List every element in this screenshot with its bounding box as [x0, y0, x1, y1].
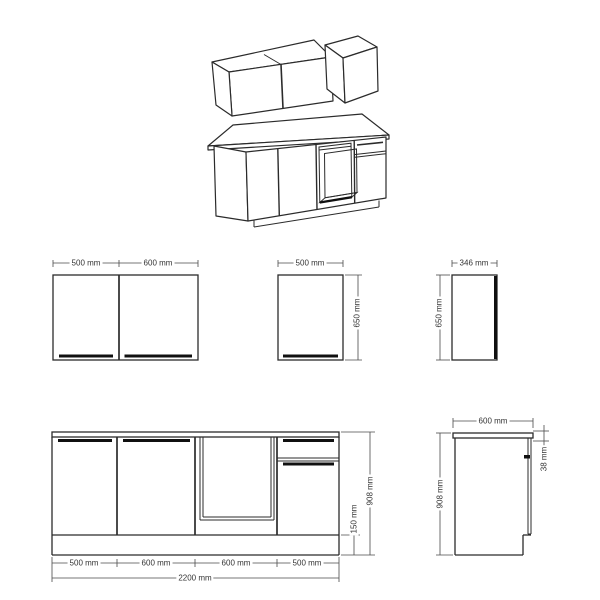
dim-label-base-height: 908 mm [365, 476, 375, 506]
dim-label-base-plinth-height: 150 mm [349, 504, 359, 534]
dim-label-wall-side-depth: 346 mm [459, 258, 489, 268]
dim-label-wall-single-height: 650 mm [352, 298, 362, 328]
dim-label-base-total-width: 2200 mm [178, 573, 212, 583]
iso-base-unit [208, 114, 389, 227]
dim-label-base-section2: 600 mm [141, 558, 171, 568]
dim-label-base-section3: 600 mm [221, 558, 251, 568]
dim-label-base-section4: 500 mm [292, 558, 322, 568]
dim-label-base-side-height: 908 mm [435, 479, 445, 509]
side-view-base-unit [436, 418, 549, 555]
dim-label-wall-double-door1: 500 mm [71, 258, 101, 268]
dim-label-wall-double-door2: 600 mm [143, 258, 173, 268]
dim-label-base-side-worktop: 38 mm [539, 446, 549, 472]
elevation-wall-single [278, 260, 362, 360]
iso-wall-cabinet-double [212, 40, 333, 116]
dim-label-wall-single-width: 500 mm [295, 258, 325, 268]
dim-label-wall-side-height: 650 mm [434, 298, 444, 328]
dim-label-base-side-depth: 600 mm [478, 416, 508, 426]
side-view-wall-cabinet [436, 260, 497, 360]
iso-wall-cabinet-single [325, 36, 378, 103]
dim-label-base-section1: 500 mm [69, 558, 99, 568]
elevation-wall-double [53, 260, 198, 360]
